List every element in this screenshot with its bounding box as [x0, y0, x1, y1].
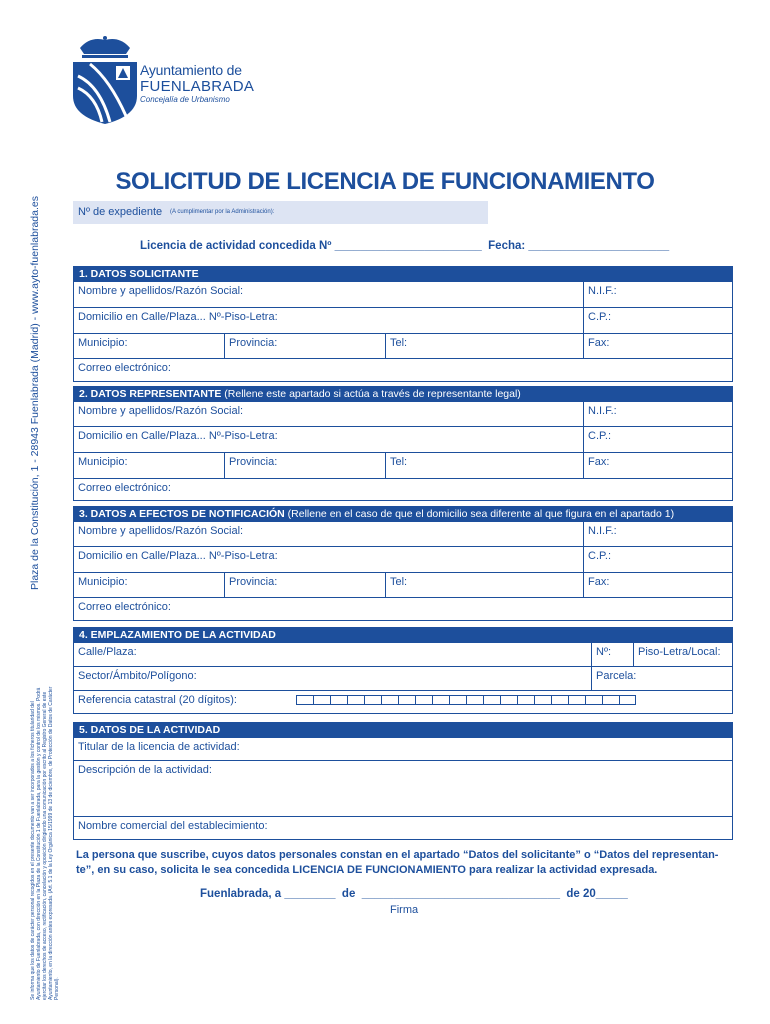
- section-title: 4. EMPLAZAMIENTO DE LA ACTIVIDAD: [74, 628, 732, 643]
- place-date-line[interactable]: Fuenlabrada, a ________ de _______________________________ de 20_____: [200, 888, 628, 900]
- fuenlabrada-crest-icon: [70, 36, 140, 126]
- digit-box[interactable]: [466, 695, 483, 705]
- correo-field[interactable]: Correo electrónico:: [78, 482, 171, 494]
- cp-field[interactable]: C.P.:: [583, 427, 732, 452]
- digit-box[interactable]: [551, 695, 568, 705]
- fax-field[interactable]: Fax:: [583, 573, 732, 597]
- numero-field[interactable]: Nº:: [591, 643, 633, 666]
- nombre-comercial-field[interactable]: Nombre comercial del establecimiento:: [78, 820, 268, 832]
- section-datos-notificacion: [73, 506, 733, 621]
- section-title: 1. DATOS SOLICITANTE: [74, 267, 732, 282]
- tel-field[interactable]: Tel:: [385, 573, 583, 597]
- provincia-field[interactable]: Provincia:: [224, 334, 385, 358]
- digit-box[interactable]: [296, 695, 313, 705]
- expediente-box[interactable]: [73, 201, 488, 224]
- cp-field[interactable]: C.P.:: [583, 547, 732, 572]
- digit-box[interactable]: [330, 695, 347, 705]
- domicilio-field[interactable]: Domicilio en Calle/Plaza... Nº-Piso-Letra:: [78, 430, 278, 442]
- fax-field[interactable]: Fax:: [583, 453, 732, 478]
- referencia-catastral-boxes[interactable]: [296, 695, 636, 705]
- correo-field[interactable]: Correo electrónico:: [78, 601, 171, 613]
- section-title-note: (Rellene en el caso de que el domicilio sea diferente al que figura en el apartado 1): [287, 508, 675, 520]
- digit-box[interactable]: [585, 695, 602, 705]
- municipio-field[interactable]: Municipio:: [78, 456, 128, 468]
- digit-box[interactable]: [364, 695, 381, 705]
- page-title: SOLICITUD DE LICENCIA DE FUNCIONAMIENTO: [115, 168, 655, 195]
- digit-box[interactable]: [381, 695, 398, 705]
- side-address: Plaza de la Constitución, 1 - 28943 Fuenlabrada (Madrid) - www.ayto-fuenlabrada.es: [29, 196, 41, 590]
- section-datos-solicitante: [73, 266, 733, 382]
- digit-box[interactable]: [432, 695, 449, 705]
- digit-box[interactable]: [500, 695, 517, 705]
- digit-box[interactable]: [517, 695, 534, 705]
- digit-box[interactable]: [534, 695, 551, 705]
- domicilio-field[interactable]: Domicilio en Calle/Plaza... Nº-Piso-Letra:: [78, 550, 278, 562]
- nombre-field[interactable]: Nombre y apellidos/Razón Social:: [78, 285, 244, 297]
- org-line1: Ayuntamiento de: [140, 62, 242, 78]
- section-title-note: (Rellene este apartado si actúa a través de representante legal): [224, 388, 521, 400]
- section-datos-actividad: [73, 722, 733, 840]
- provincia-field[interactable]: Provincia:: [224, 573, 385, 597]
- side-legal-notice: Se informa que los datos de carácter personal recogidos en el presente documento van a ser incorporados a los ficheros titularidad del Ayuntamiento de Fuenlabrada, con dirección en la Plaza de la Constitución 1 de Fuenlabrada, para la gestión y control de los mismos. Podrá ejercitar los derechos de acceso, rectificación, cancelación y oposición dirigiendo una comunicación por escrito al Registro General de este Ayuntamiento, en la dirección antes expresada. (Art. 5.1 de la Ley Orgánica 15/1999 de 13 de diciembre, de Protección de Datos de Carácter Personal).: [30, 686, 60, 1000]
- digit-box[interactable]: [619, 695, 636, 705]
- sector-field[interactable]: Sector/Ámbito/Polígono:: [78, 670, 197, 682]
- declaration-text: La persona que suscribe, cuyos datos personales constan en el apartado “Datos del solicitante” o “Datos del representan- te”, en su caso, solicita le sea concedida LICENCIA DE FUNCIONAMIENTO para realizar la actividad expresada.: [76, 849, 719, 876]
- tel-field[interactable]: Tel:: [385, 334, 583, 358]
- section-title-main: 2. DATOS REPRESENTANTE: [79, 388, 222, 400]
- expediente-label: Nº de expediente: [78, 206, 163, 218]
- titular-field[interactable]: Titular de la licencia de actividad:: [78, 741, 240, 753]
- referencia-label: Referencia catastral (20 dígitos):: [78, 694, 237, 706]
- expediente-note: (A cumplimentar por la Administración):: [170, 209, 275, 215]
- piso-field[interactable]: Piso-Letra/Local:: [633, 643, 732, 666]
- provincia-field[interactable]: Provincia:: [224, 453, 385, 478]
- municipio-field[interactable]: Municipio:: [78, 576, 128, 588]
- licencia-line: Licencia de actividad concedida Nº _______________________ Fecha: ______________________: [140, 240, 670, 252]
- calle-field[interactable]: Calle/Plaza:: [78, 646, 137, 658]
- section-title-main: 3. DATOS A EFECTOS DE NOTIFICACIÓN: [79, 508, 285, 520]
- section-datos-representante: [73, 386, 733, 501]
- nif-field[interactable]: N.I.F.:: [583, 282, 732, 307]
- digit-box[interactable]: [449, 695, 466, 705]
- correo-field[interactable]: Correo electrónico:: [78, 362, 171, 374]
- municipio-field[interactable]: Municipio:: [78, 337, 128, 349]
- nombre-field[interactable]: Nombre y apellidos/Razón Social:: [78, 405, 244, 417]
- tel-field[interactable]: Tel:: [385, 453, 583, 478]
- digit-box[interactable]: [347, 695, 364, 705]
- digit-box[interactable]: [483, 695, 500, 705]
- parcela-field[interactable]: Parcela:: [591, 667, 732, 690]
- descripcion-field[interactable]: Descripción de la actividad:: [78, 764, 212, 776]
- section-title: [74, 387, 732, 402]
- org-line2: FUENLABRADA: [140, 78, 255, 95]
- fax-field[interactable]: Fax:: [583, 334, 732, 358]
- section-title: [74, 507, 732, 522]
- org-line3: Concejalía de Urbanismo: [140, 95, 230, 104]
- digit-box[interactable]: [568, 695, 585, 705]
- section-emplazamiento: [73, 627, 733, 714]
- digit-box[interactable]: [313, 695, 330, 705]
- nif-field[interactable]: N.I.F.:: [583, 402, 732, 426]
- cp-field[interactable]: C.P.:: [583, 308, 732, 333]
- nif-field[interactable]: N.I.F.:: [583, 522, 732, 546]
- signature-label: Firma: [390, 904, 419, 916]
- nombre-field[interactable]: Nombre y apellidos/Razón Social:: [78, 525, 244, 537]
- digit-box[interactable]: [415, 695, 432, 705]
- digit-box[interactable]: [398, 695, 415, 705]
- digit-box[interactable]: [602, 695, 619, 705]
- domicilio-field[interactable]: Domicilio en Calle/Plaza... Nº-Piso-Letra:: [78, 311, 278, 323]
- section-title: 5. DATOS DE LA ACTIVIDAD: [74, 723, 732, 738]
